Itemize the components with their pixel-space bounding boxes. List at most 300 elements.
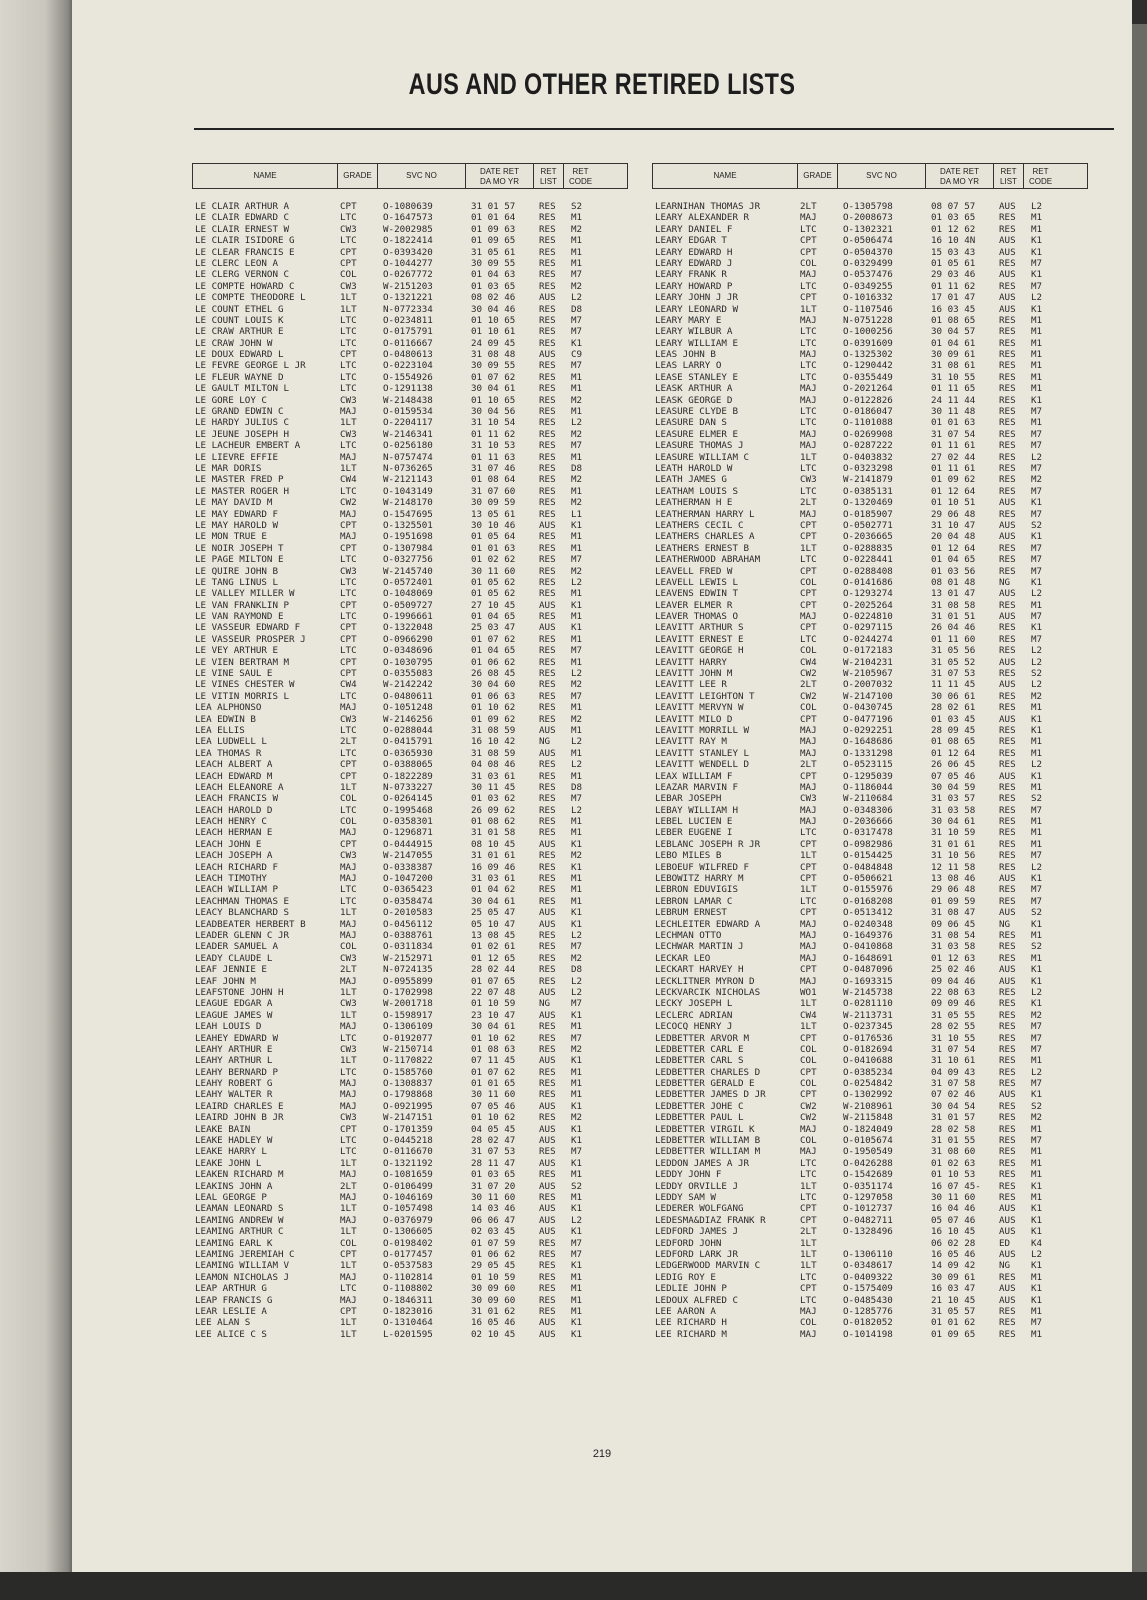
cell-ret-code: L2 — [1031, 645, 1043, 657]
cell-svc-no: O-0502771 — [843, 519, 893, 531]
cell-name: LE VAN RAYMOND E — [195, 611, 284, 623]
cell-name: LEAR LESLIE A — [195, 1305, 267, 1317]
table-row — [192, 998, 628, 1009]
cell-ret-code: K1 — [571, 1055, 583, 1067]
cell-ret-code: M2 — [571, 565, 583, 577]
cell-name: LEATHERMAN HARRY L — [655, 508, 755, 520]
cell-date-ret: 01 07 62 — [471, 371, 516, 383]
cell-date-ret: 07 11 45 — [471, 1055, 516, 1067]
cell-name: LEASK ARTHUR A — [655, 383, 733, 395]
header-ret-code — [1024, 164, 1057, 188]
cell-grade: MAJ — [800, 508, 817, 520]
cell-name: LEADER GLENN C JR — [195, 930, 290, 941]
table-row — [192, 884, 628, 895]
cell-date-ret: 30 10 46 — [471, 519, 516, 531]
cell-grade: CPT — [340, 633, 357, 645]
cell-ret-code: K1 — [1031, 1283, 1043, 1295]
table-row — [192, 1329, 628, 1340]
cell-ret-list: RES — [999, 1271, 1016, 1283]
cell-ret-list: AUS — [539, 1157, 556, 1169]
cell-ret-list: AUS — [539, 1135, 556, 1147]
cell-date-ret: 16 07 45- — [931, 1180, 981, 1192]
cell-ret-code: M1 — [1031, 1328, 1043, 1340]
cell-date-ret: 31 10 47 — [931, 519, 976, 531]
table-row — [192, 1146, 628, 1157]
table-row — [652, 907, 1088, 918]
cell-date-ret: 30 04 60 — [471, 679, 516, 691]
cell-svc-no: O-1320469 — [843, 497, 893, 509]
cell-svc-no: O-1647573 — [383, 212, 433, 224]
header-grade: GRADE — [338, 164, 378, 188]
cell-ret-code: L2 — [571, 417, 583, 429]
cell-date-ret: 30 09 61 — [931, 1271, 976, 1283]
cell-ret-list: AUS — [539, 1226, 556, 1238]
cell-date-ret: 07 05 46 — [931, 770, 976, 782]
cell-grade: CPT — [340, 770, 357, 782]
cell-grade: CW3 — [340, 1043, 357, 1055]
table-row — [652, 1044, 1088, 1055]
cell-ret-list: RES — [999, 349, 1016, 361]
cell-grade: MAJ — [800, 440, 817, 452]
cell-svc-no: O-0223104 — [383, 360, 433, 372]
table-row — [192, 964, 628, 975]
cell-ret-list: RES — [999, 417, 1016, 429]
cell-svc-no: O-0116670 — [383, 1146, 433, 1158]
cell-date-ret: 30 04 56 — [471, 406, 516, 418]
cell-name: LEACH JOSEPH A — [195, 850, 273, 862]
cell-name: LE CLAIR ARTHUR A — [195, 201, 290, 212]
cell-ret-list: RES — [539, 428, 556, 440]
table-row — [192, 691, 628, 702]
cell-ret-code: K1 — [571, 622, 583, 634]
table-row — [192, 714, 628, 725]
cell-ret-code: M1 — [1031, 1191, 1043, 1203]
cell-ret-code: M7 — [571, 690, 583, 702]
table-row — [192, 383, 628, 394]
cell-svc-no: O-0237345 — [843, 1021, 893, 1033]
cell-grade: CPT — [800, 588, 817, 600]
cell-date-ret: 25 03 47 — [471, 622, 516, 634]
table-row — [192, 1044, 628, 1055]
cell-svc-no: O-1108802 — [383, 1283, 433, 1295]
cell-date-ret: 26 04 46 — [931, 622, 976, 634]
header-ret-list-line2: LIST — [540, 177, 557, 186]
cell-ret-code: K1 — [571, 861, 583, 873]
cell-ret-list: RES — [539, 303, 556, 315]
table-row — [652, 269, 1088, 280]
cell-name: LE MAR DORIS — [195, 462, 262, 474]
cell-date-ret: 30 09 59 — [471, 497, 516, 509]
table-row — [652, 919, 1088, 930]
cell-grade: 1LT — [800, 451, 817, 463]
table-row — [652, 953, 1088, 964]
cell-ret-code: M1 — [1031, 326, 1043, 338]
cell-svc-no: W-2145740 — [383, 565, 433, 577]
cell-ret-code: K1 — [1031, 303, 1043, 315]
cell-name: LEAMING JEREMIAH C — [195, 1248, 295, 1260]
cell-grade: LTC — [340, 212, 357, 224]
cell-ret-code: K1 — [1031, 873, 1043, 885]
cell-date-ret: 04 05 45 — [471, 1123, 516, 1135]
cell-ret-list: RES — [539, 941, 556, 953]
cell-grade: CPT — [800, 1066, 817, 1078]
header-ret-code — [564, 164, 597, 188]
cell-date-ret: 31 03 58 — [931, 941, 976, 953]
cell-ret-code: S2 — [1031, 519, 1043, 531]
cell-ret-code: K1 — [1031, 770, 1043, 782]
cell-name: LE QUIRE JOHN B — [195, 565, 278, 577]
cell-svc-no: N-0724135 — [383, 964, 433, 976]
cell-ret-list: RES — [999, 884, 1016, 896]
cell-date-ret: 31 03 58 — [931, 804, 976, 816]
cell-ret-list: RES — [999, 212, 1016, 224]
cell-ret-list: AUS — [999, 1089, 1016, 1101]
cell-date-ret: 01 09 65 — [471, 235, 516, 247]
cell-name: LEDLIE JOHN P — [655, 1283, 727, 1295]
cell-name: LEBEL LUCIEN E — [655, 816, 733, 828]
table-row — [652, 247, 1088, 258]
cell-grade: 1LT — [800, 1248, 817, 1260]
header-ret-list-line1: RET — [1000, 167, 1017, 176]
cell-ret-list: RES — [539, 964, 556, 976]
table-row — [192, 338, 628, 349]
cell-ret-list: AUS — [539, 1317, 556, 1329]
cell-svc-no: O-1325302 — [843, 349, 893, 361]
cell-name: LEACH EDWARD M — [195, 770, 273, 782]
table-row — [192, 497, 628, 508]
cell-grade: LTC — [340, 588, 357, 600]
cell-ret-list: RES — [999, 986, 1016, 998]
cell-name: LEAVENS EDWIN T — [655, 588, 738, 600]
table-row — [192, 657, 628, 668]
cell-svc-no: O-0177457 — [383, 1248, 433, 1260]
cell-ret-code: M1 — [571, 406, 583, 418]
cell-ret-list: RES — [999, 724, 1016, 736]
cell-svc-no: O-1057498 — [383, 1203, 433, 1215]
cell-ret-list: AUS — [539, 1100, 556, 1112]
cell-ret-code: M7 — [1031, 542, 1043, 554]
cell-ret-list: RES — [999, 554, 1016, 566]
cell-name: LEE ALAN S — [195, 1317, 251, 1329]
cell-name: LEASURE ELMER E — [655, 428, 738, 440]
cell-name: LE VEY ARTHUR E — [195, 645, 278, 657]
cell-svc-no: O-1081659 — [383, 1169, 433, 1181]
cell-ret-code: L2 — [571, 668, 583, 680]
cell-ret-code: M7 — [1031, 1021, 1043, 1033]
cell-name: LE COMPTE HOWARD C — [195, 280, 295, 292]
cell-grade: 2LT — [800, 1226, 817, 1238]
table-row — [652, 520, 1088, 531]
cell-svc-no: W-2002985 — [383, 223, 433, 235]
table-row — [652, 543, 1088, 554]
cell-svc-no: W-2113731 — [843, 1009, 893, 1021]
cell-ret-code: L2 — [571, 930, 583, 941]
cell-date-ret: 05 07 46 — [931, 1214, 976, 1226]
cell-svc-no: O-1000256 — [843, 326, 893, 338]
cell-ret-code: M7 — [1031, 1032, 1043, 1044]
table-row — [652, 873, 1088, 884]
cell-ret-list: NG — [999, 1260, 1011, 1272]
cell-svc-no: O-1575409 — [843, 1283, 893, 1295]
table-row — [192, 326, 628, 337]
header-ret-code-line1: RET — [1032, 167, 1049, 176]
cell-ret-code: L2 — [571, 292, 583, 304]
cell-date-ret: 02 10 45 — [471, 1328, 516, 1340]
cell-svc-no: O-0537583 — [383, 1260, 433, 1272]
cell-name: LEDBETTER GERALD E — [655, 1078, 755, 1090]
cell-date-ret: 30 09 55 — [471, 257, 516, 269]
table-row — [652, 668, 1088, 679]
cell-date-ret: 31 07 20 — [471, 1180, 516, 1192]
cell-date-ret: 01 09 62 — [471, 713, 516, 725]
cell-grade: MAJ — [340, 975, 357, 987]
cell-svc-no: W-2148438 — [383, 394, 433, 406]
cell-ret-code: M2 — [1031, 1112, 1043, 1124]
cell-svc-no: O-0358301 — [383, 816, 433, 828]
cell-grade: 1LT — [800, 542, 817, 554]
cell-ret-code: M7 — [1031, 440, 1043, 452]
cell-ret-code: M7 — [1031, 554, 1043, 566]
cell-name: LEARY LEONARD W — [655, 303, 738, 315]
cell-grade: CPT — [800, 1214, 817, 1226]
cell-name: LEAVITT GEORGE H — [655, 645, 744, 657]
cell-svc-no: O-1306109 — [383, 1021, 433, 1033]
cell-name: LECHMAN OTTO — [655, 930, 722, 941]
cell-ret-code: L2 — [571, 1214, 583, 1226]
table-row — [652, 976, 1088, 987]
cell-date-ret: 13 05 61 — [471, 508, 516, 520]
cell-name: LEAS LARRY O — [655, 360, 722, 372]
cell-svc-no: O-1030795 — [383, 656, 433, 668]
cell-ret-code: M2 — [1031, 1009, 1043, 1021]
table-row — [192, 896, 628, 907]
table-row — [192, 531, 628, 542]
cell-ret-list: RES — [539, 257, 556, 269]
cell-ret-code: M2 — [571, 850, 583, 862]
cell-date-ret: 28 02 44 — [471, 964, 516, 976]
table-row — [652, 1238, 1088, 1249]
cell-ret-code: M1 — [571, 873, 583, 885]
cell-svc-no: O-0477196 — [843, 713, 893, 725]
cell-date-ret: 28 02 47 — [471, 1135, 516, 1147]
header-svc-no: SVC NO — [378, 164, 466, 188]
cell-svc-no: O-0105674 — [843, 1135, 893, 1147]
header-date-ret-line1: DATE RET — [480, 167, 519, 176]
cell-grade: MAJ — [340, 1021, 357, 1033]
cell-ret-code: K1 — [571, 1317, 583, 1329]
cell-ret-code: L2 — [1031, 759, 1043, 771]
cell-ret-code: L2 — [1031, 861, 1043, 873]
cell-name: LEAVITT STANLEY L — [655, 747, 750, 759]
cell-grade: CPT — [340, 1123, 357, 1135]
cell-name: LEDIG ROY E — [655, 1271, 716, 1283]
cell-date-ret: 09 09 46 — [931, 998, 976, 1010]
cell-ret-list: RES — [539, 371, 556, 383]
cell-ret-list: RES — [539, 702, 556, 714]
cell-name: LEDBETTER CARL E — [655, 1043, 744, 1055]
cell-svc-no: O-1648691 — [843, 952, 893, 964]
cell-ret-list: RES — [999, 816, 1016, 828]
cell-ret-code: K1 — [1031, 1294, 1043, 1306]
cell-grade: CPT — [800, 622, 817, 634]
cell-date-ret: 28 11 47 — [471, 1157, 516, 1169]
cell-name: LEDDY JOHN F — [655, 1169, 722, 1181]
cell-ret-list: RES — [539, 1078, 556, 1090]
table-row — [652, 440, 1088, 451]
cell-svc-no: O-1044277 — [383, 257, 433, 269]
cell-svc-no: W-2150714 — [383, 1043, 433, 1055]
cell-ret-list: RES — [539, 360, 556, 372]
cell-svc-no: O-0224810 — [843, 611, 893, 623]
cell-ret-list: RES — [539, 770, 556, 782]
cell-ret-list: RES — [999, 645, 1016, 657]
cell-ret-list: AUS — [999, 1294, 1016, 1306]
cell-ret-list: RES — [999, 257, 1016, 269]
cell-ret-list: NG — [999, 918, 1011, 930]
scan-bottom-band — [0, 1572, 1147, 1600]
cell-date-ret: 16 03 47 — [931, 1283, 976, 1295]
cell-grade: 1LT — [800, 1237, 817, 1249]
cell-name: LEAP FRANCIS G — [195, 1294, 273, 1306]
table-row — [192, 304, 628, 315]
cell-name: LEDDY SAM W — [655, 1191, 716, 1203]
cell-svc-no: O-0355083 — [383, 668, 433, 680]
cell-name: LEAF JENNIE E — [195, 964, 267, 976]
cell-ret-code: M1 — [1031, 223, 1043, 235]
cell-ret-code: L2 — [1031, 986, 1043, 998]
cell-ret-code: M1 — [571, 257, 583, 269]
cell-name: LEAKE HADLEY W — [195, 1135, 273, 1147]
cell-svc-no: O-1080639 — [383, 201, 433, 212]
cell-date-ret: 27 02 44 — [931, 451, 976, 463]
cell-ret-list: RES — [999, 622, 1016, 634]
cell-svc-no: W-2108961 — [843, 1100, 893, 1112]
cell-grade: 1LT — [340, 907, 357, 919]
table-row — [192, 827, 628, 838]
cell-svc-no: W-2146341 — [383, 428, 433, 440]
cell-ret-code: K4 — [1031, 1237, 1043, 1249]
cell-date-ret: 31 07 46 — [471, 462, 516, 474]
cell-ret-list: RES — [999, 1021, 1016, 1033]
cell-ret-list: AUS — [539, 918, 556, 930]
table-row — [652, 941, 1088, 952]
cell-name: LEACH RICHARD F — [195, 861, 278, 873]
cell-ret-list: RES — [999, 690, 1016, 702]
cell-svc-no: O-1295039 — [843, 770, 893, 782]
cell-ret-list: RES — [539, 1248, 556, 1260]
cell-ret-list: NG — [539, 998, 551, 1010]
cell-svc-no: O-2036665 — [843, 531, 893, 543]
cell-grade: CPT — [340, 246, 357, 258]
table-row — [192, 520, 628, 531]
cell-name: LE COMPTE THEODORE L — [195, 292, 306, 304]
cell-grade: LTC — [800, 1169, 817, 1181]
cell-ret-list: RES — [539, 417, 556, 429]
cell-ret-list: RES — [999, 850, 1016, 862]
cell-svc-no: O-1322048 — [383, 622, 433, 634]
cell-date-ret: 26 09 62 — [471, 804, 516, 816]
cell-name: LE VAN FRANKLIN P — [195, 599, 290, 611]
cell-ret-list: RES — [539, 1237, 556, 1249]
cell-svc-no: O-0426288 — [843, 1157, 893, 1169]
table-row — [652, 463, 1088, 474]
cell-grade: CPT — [340, 599, 357, 611]
cell-svc-no: O-1307984 — [383, 542, 433, 554]
cell-grade: CPT — [340, 622, 357, 634]
cell-grade: MAJ — [800, 952, 817, 964]
cell-grade: MAJ — [800, 611, 817, 623]
cell-ret-code: M1 — [1031, 1305, 1043, 1317]
cell-name: LEAS JOHN B — [655, 349, 716, 361]
table-row — [192, 1181, 628, 1192]
cell-ret-list: RES — [999, 1078, 1016, 1090]
cell-ret-list: AUS — [999, 235, 1016, 247]
cell-date-ret: 09 06 45 — [931, 918, 976, 930]
cell-grade: MAJ — [800, 314, 817, 326]
cell-name: LEBRON LAMAR C — [655, 895, 733, 907]
cell-grade: COL — [800, 1078, 817, 1090]
cell-grade: LTC — [340, 1146, 357, 1158]
cell-date-ret: 31 07 53 — [931, 668, 976, 680]
cell-date-ret: 11 11 45 — [931, 679, 976, 691]
cell-grade: LTC — [800, 371, 817, 383]
cell-date-ret: 24 11 44 — [931, 394, 976, 406]
cell-svc-no: O-1308837 — [383, 1078, 433, 1090]
table-row — [652, 1283, 1088, 1294]
cell-name: LEATH HAROLD W — [655, 462, 733, 474]
cell-date-ret: 31 08 60 — [931, 1146, 976, 1158]
cell-ret-code: S2 — [1031, 941, 1043, 953]
table-row — [192, 839, 628, 850]
cell-grade: MAJ — [800, 1328, 817, 1340]
cell-svc-no: O-0323298 — [843, 462, 893, 474]
cell-date-ret: 01 12 62 — [931, 223, 976, 235]
table-row — [192, 372, 628, 383]
cell-grade: LTC — [340, 326, 357, 338]
cell-date-ret: 01 10 65 — [471, 394, 516, 406]
cell-ret-code: K1 — [1031, 724, 1043, 736]
cell-ret-list: RES — [999, 360, 1016, 372]
cell-grade: CW3 — [340, 428, 357, 440]
table-row — [192, 452, 628, 463]
cell-name: LEA LUDWELL L — [195, 736, 267, 748]
cell-svc-no: O-0376979 — [383, 1214, 433, 1226]
cell-ret-code: K1 — [1031, 1203, 1043, 1215]
cell-ret-code: K1 — [571, 519, 583, 531]
cell-date-ret: 01 10 51 — [931, 497, 976, 509]
cell-name: LEATHERMAN H E — [655, 497, 733, 509]
cell-ret-code: M1 — [571, 1169, 583, 1181]
table-row — [192, 668, 628, 679]
cell-svc-no: W-2146256 — [383, 713, 433, 725]
cell-ret-list: AUS — [999, 770, 1016, 782]
cell-grade: CW4 — [800, 656, 817, 668]
cell-ret-list: AUS — [999, 588, 1016, 600]
table-row — [652, 679, 1088, 690]
cell-svc-no: O-0358474 — [383, 895, 433, 907]
cell-ret-list: AUS — [539, 1123, 556, 1135]
table-row — [652, 531, 1088, 542]
table-row — [192, 1283, 628, 1294]
cell-ret-code: M1 — [571, 1191, 583, 1203]
cell-date-ret: 08 02 46 — [471, 292, 516, 304]
cell-grade: CPT — [800, 531, 817, 543]
cell-ret-list: AUS — [999, 292, 1016, 304]
cell-grade: LTC — [340, 1032, 357, 1044]
cell-svc-no: O-0409322 — [843, 1271, 893, 1283]
table-row — [192, 645, 628, 656]
cell-name: LEACH HAROLD D — [195, 804, 273, 816]
